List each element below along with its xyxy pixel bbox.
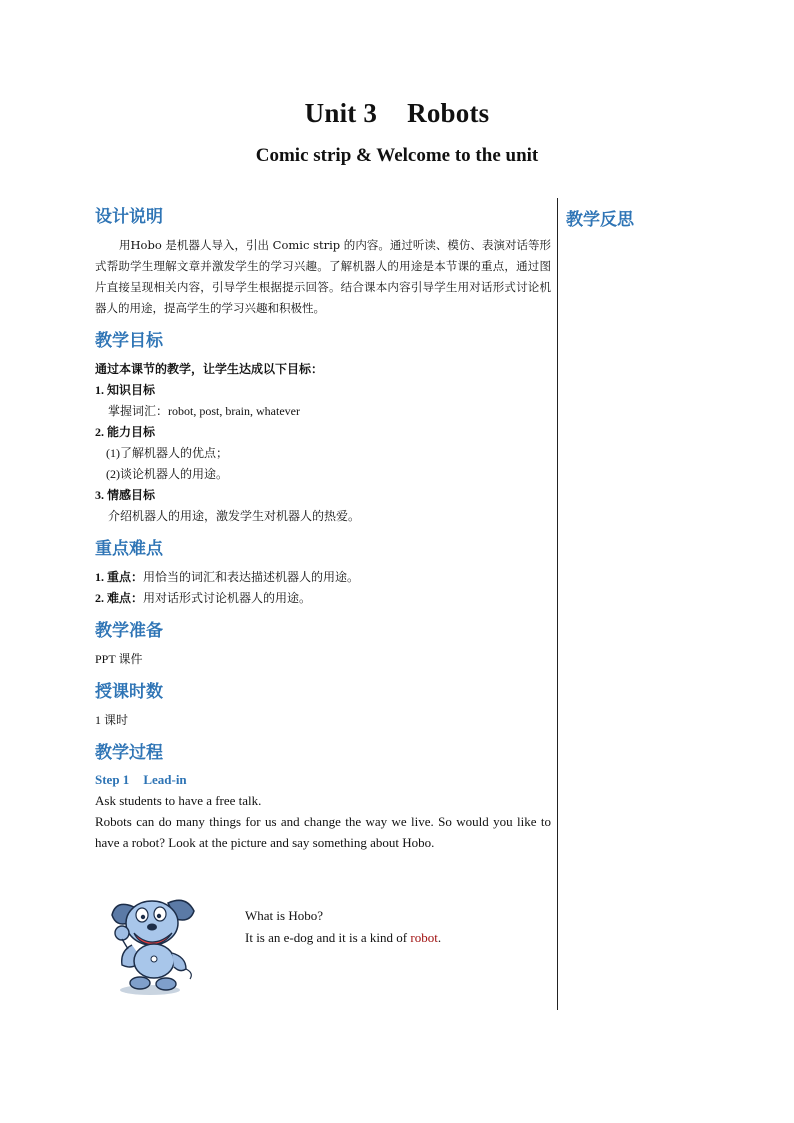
answer-end: . — [437, 930, 442, 945]
ability-item-1: (1)了解机器人的优点； — [106, 446, 228, 460]
step-line-1: Ask students to have a free talk. — [95, 793, 262, 808]
difficulty-line — [95, 588, 551, 609]
design-text: 用Hobo 是机器人导入，引出 Comic strip 的内容。通过听读、模仿、表演对话等形式帮助学生理解文章并激发学生的学习兴趣。了解机器人的用途是本节课的重点，通过图片直接呈现相关内容，引导学生根据提示回答。结合课本内容引导学生用对话形式讨论机器人的用途，提高学生的学习兴趣和积极性。 — [95, 238, 551, 315]
key-point-label: 1. 重点： — [95, 570, 144, 584]
key-point-line — [95, 567, 551, 588]
column-divider — [557, 198, 558, 1010]
step-name: Lead-in — [143, 772, 187, 787]
step-title — [95, 769, 551, 790]
hours-heading: 授课时数 — [95, 682, 163, 702]
emotion-text: 介绍机器人的用途，激发学生对机器人的热爱。 — [108, 509, 361, 523]
unit-number: Unit 3 — [304, 98, 378, 128]
hobo-dialogue — [245, 905, 441, 949]
answer-text: It is an e-dog and it is a kind of — [245, 930, 411, 945]
emotion-label: 3. 情感目标 — [95, 488, 156, 502]
hours-text: 1 课时 — [95, 713, 129, 727]
ability-item-2: (2)谈论机器人的用途。 — [106, 467, 228, 481]
objectives-intro: 通过本课节的教学，让学生达成以下目标： — [95, 362, 324, 376]
preparation-heading: 教学准备 — [95, 621, 163, 641]
reflection-heading: 教学反思 — [566, 210, 634, 230]
page-subtitle: Comic strip & Welcome to the unit — [255, 145, 539, 166]
step-line-2: Robots can do many things for us and change the way we live. So would you like to have a robot? Look at the picture and say something about Hobo. — [95, 814, 551, 850]
difficulty-label: 2. 难点： — [95, 591, 144, 605]
objectives-heading: 教学目标 — [95, 331, 163, 351]
unit-topic: Robots — [407, 98, 490, 128]
step-number: Step 1 — [95, 772, 130, 787]
knowledge-label: 1. 知识目标 — [95, 383, 156, 397]
design-heading: 设计说明 — [95, 207, 163, 227]
dialogue-answer — [245, 927, 441, 949]
difficulty-text: 用对话形式讨论机器人的用途。 — [143, 591, 312, 605]
key-point-text: 用恰当的词汇和表达描述机器人的用途。 — [143, 570, 360, 584]
answer-keyword: robot — [410, 930, 438, 945]
ability-label: 2. 能力目标 — [95, 425, 156, 439]
preparation-text: PPT 课件 — [95, 652, 143, 666]
page-title — [0, 98, 794, 129]
key-points-heading: 重点难点 — [95, 539, 163, 559]
main-column — [95, 205, 551, 853]
dialogue-question: What is Hobo? — [245, 908, 323, 923]
hobo-robot-dog-illustration — [106, 893, 202, 997]
process-heading: 教学过程 — [95, 743, 163, 763]
knowledge-text: 掌握词汇：robot, post, brain, whatever — [108, 404, 300, 418]
